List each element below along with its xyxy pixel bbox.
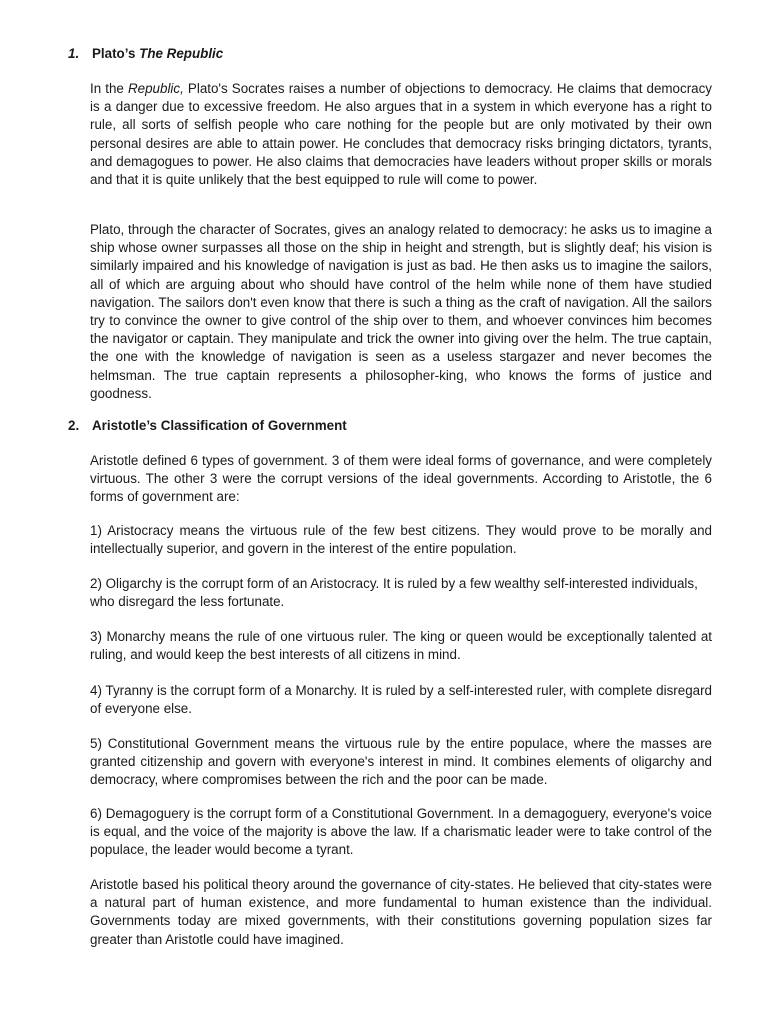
p1-italic-republic: Republic, xyxy=(127,81,184,96)
section-2-heading xyxy=(68,417,347,434)
list-item-monarchy: 3) Monarchy means the rule of one virtuous ruler. The king or queen would be exceptionally talented at ruling, and would keep the best interests of all citizens in mind. xyxy=(90,629,712,663)
section-1-paragraph-1 xyxy=(90,80,712,189)
p1-rest: Plato's Socrates raises a number of objections to democracy. He claims that democracy is a danger due to excessive freedom. He also argues that in a system in which everyone has a right to rule, all sorts of selfish people who care nothing for the people but are only motivated by their own personal desires are able to attain power. He concludes that democracy risks bringing dictators, tyrants, and demagogues to power. He also claims that democracies have leaders without proper skills or morals and that it is quite unlikely that the best equipped to rule will come to power. xyxy=(90,81,712,188)
list-item-demagoguery: 6) Demagoguery is the corrupt form of a Constitutional Government. In a demagoguery, everyone's voice is equal, and the voice of the majority is above the law. If a charismatic leader were to take control of the populace, the leader would become a tyrant. xyxy=(90,806,712,858)
section-1-title-prefix: Plato’s xyxy=(92,46,140,61)
section-1-number: 1. xyxy=(68,46,80,61)
list-item-oligarchy: 2) Oligarchy is the corrupt form of an Aristocracy. It is ruled by a few wealthy self-interested individuals, who disregard the less fortunate. xyxy=(90,576,698,610)
list-item-tyranny: 4) Tyranny is the corrupt form of a Monarchy. It is ruled by a self-interested ruler, with complete disregard of everyone else. xyxy=(90,683,712,717)
section-1-paragraph-2: Plato, through the character of Socrates, gives an analogy related to democracy: he asks us to imagine a ship whose owner surpasses all those on the ship in height and strength, but is slightly deaf; his vision is similarly impaired and his knowledge of navigation is just as bad. He then asks us to imagine the sailors, all of which are arguing about who should have control of the helm while none of them have studied navigation. The sailors don't even know that there is such a thing as the craft of navigation. All the sailors try to convince the owner to give control of the ship over to them, and whoever convinces him becomes the navigator or captain. They manipulate and trick the owner into giving over the helm. The true captain, the one with the knowledge of navigation is seen as a useless stargazer and never becomes the helmsman. The true captain represents a philosopher-king, who knows the forms of justice and goodness. xyxy=(90,222,712,401)
section-1-title-italic: The Republic xyxy=(139,46,224,61)
section-2-intro: Aristotle defined 6 types of government. 3 of them were ideal forms of governance, and were completely virtuous. The other 3 were the corrupt versions of the ideal governments. According to Aristotle, the 6 forms of government are: xyxy=(90,453,712,505)
section-2-title: Aristotle’s Classification of Government xyxy=(92,418,347,433)
p1-start: In the xyxy=(90,81,128,96)
list-item-aristocracy: 1) Aristocracy means the virtuous rule of the few best citizens. They would prove to be morally and intellectually superior, and govern in the interest of the entire population. xyxy=(90,523,712,557)
list-item-constitutional-government: 5) Constitutional Government means the virtuous rule by the entire populace, where the masses are granted citizenship and govern with everyone's interest in mind. It combines elements of oligarchy and democracy, where compromises between the rich and the poor can be made. xyxy=(90,736,712,788)
section-2-number: 2. xyxy=(68,418,80,433)
section-1-heading xyxy=(68,45,223,62)
section-2-closing: Aristotle based his political theory around the governance of city-states. He believed that city-states were a natural part of human existence, and more fundamental to human existence than the individual. Governments today are mixed governments, with their constitutions governing population sizes far greater than Aristotle could have imagined. xyxy=(90,877,712,947)
